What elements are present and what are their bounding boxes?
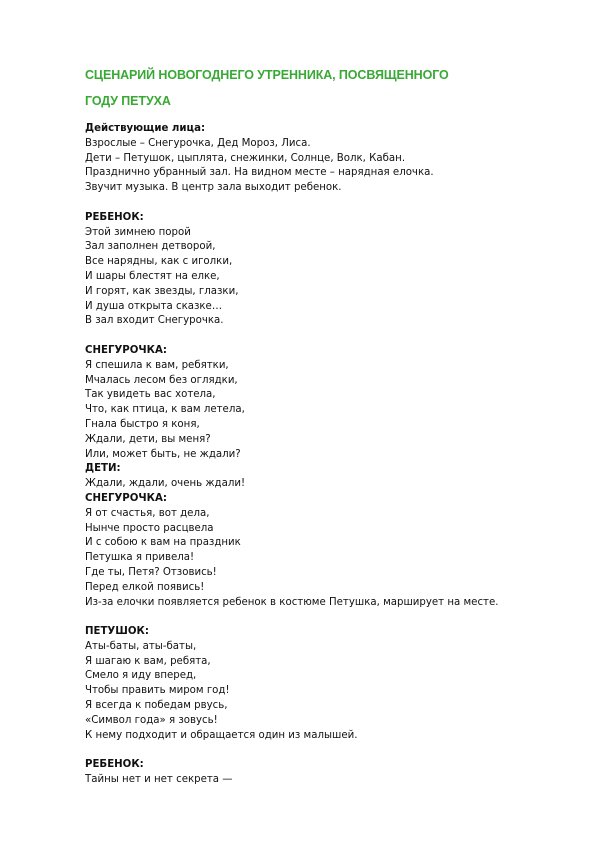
verse-line: Нынче просто расцвела — [85, 522, 214, 534]
setting-line: Звучит музыка. В центр зала выходит ребенок. — [85, 182, 342, 194]
verse-line: Перед елкой появись! — [85, 581, 205, 593]
speaker-label: РЕБЕНОК: — [85, 211, 144, 223]
speaker-label: ДЕТИ: — [85, 463, 121, 475]
characters-children: Дети – Петушок, цыплята, снежинки, Солнце, Волк, Кабан. — [85, 152, 406, 164]
spacer — [85, 743, 555, 758]
verse-line: Я всегда к победам рвусь, — [85, 700, 228, 712]
verse-line: Так увидеть вас хотела, — [85, 389, 216, 401]
verse-line: Что, как птица, к вам летела, — [85, 404, 245, 416]
speaker-label: ПЕТУШОК: — [85, 626, 149, 638]
verse-line: И горят, как звезды, глазки, — [85, 285, 239, 297]
verse-line: Чтобы править миром год! — [85, 685, 230, 697]
verse-line: Мчалась лесом без оглядки, — [85, 374, 238, 386]
spacer — [85, 610, 555, 625]
verse-line: Где ты, Петя? Отзовись! — [85, 566, 217, 578]
verse-line: Или, может быть, не ждали? — [85, 448, 241, 460]
stage-direction: В зал входит Снегурочка. — [85, 315, 224, 327]
document-title — [85, 62, 565, 114]
verse-line: Смело я иду вперед, — [85, 670, 197, 682]
setting-line: Празднично убранный зал. На видном месте – нарядная елочка. — [85, 167, 434, 179]
verse-line: Петушка я привела! — [85, 552, 195, 564]
speaker-label: РЕБЕНОК: — [85, 759, 144, 771]
document-body — [85, 122, 555, 788]
spacer — [85, 196, 555, 211]
verse-line: И с собою к вам на праздник — [85, 537, 241, 549]
spacer — [85, 329, 555, 344]
verse-line: И душа открыта сказке… — [85, 300, 223, 312]
verse-line: Я спешила к вам, ребятки, — [85, 359, 229, 371]
verse-line: Этой зимнею порой — [85, 226, 191, 238]
verse-line: Я шагаю к вам, ребята, — [85, 655, 211, 667]
speaker-label: СНЕГУРОЧКА: — [85, 492, 167, 504]
verse-line: Аты-баты, аты-баты, — [85, 640, 197, 652]
verse-line: Тайны нет и нет секрета — — [85, 774, 233, 786]
stage-direction: Из-за елочки появляется ребенок в костюме Петушка, марширует на месте. — [85, 596, 499, 608]
verse-line: Все нарядны, как с иголки, — [85, 256, 233, 268]
title-line-2: ГОДУ ПЕТУХА — [85, 94, 171, 108]
speaker-label: СНЕГУРОЧКА: — [85, 344, 167, 356]
verse-line: Ждали, ждали, очень ждали! — [85, 478, 246, 490]
characters-heading: Действующие лица: — [85, 123, 206, 134]
verse-line: Я от счастья, вот дела, — [85, 507, 210, 519]
verse-line: Ждали, дети, вы меня? — [85, 433, 211, 445]
verse-line: «Символ года» я зовусь! — [85, 714, 218, 726]
verse-line: Гнала быстро я коня, — [85, 418, 200, 430]
title-line-1: СЦЕНАРИЙ НОВОГОДНЕГО УТРЕННИКА, ПОСВЯЩЕННОГО — [85, 68, 449, 82]
verse-line: И шары блестят на елке, — [85, 270, 220, 282]
verse-line: Зал заполнен детворой, — [85, 241, 216, 253]
characters-adults: Взрослые – Снегурочка, Дед Мороз, Лиса. — [85, 137, 311, 149]
stage-direction: К нему подходит и обращается один из малышей. — [85, 729, 358, 741]
